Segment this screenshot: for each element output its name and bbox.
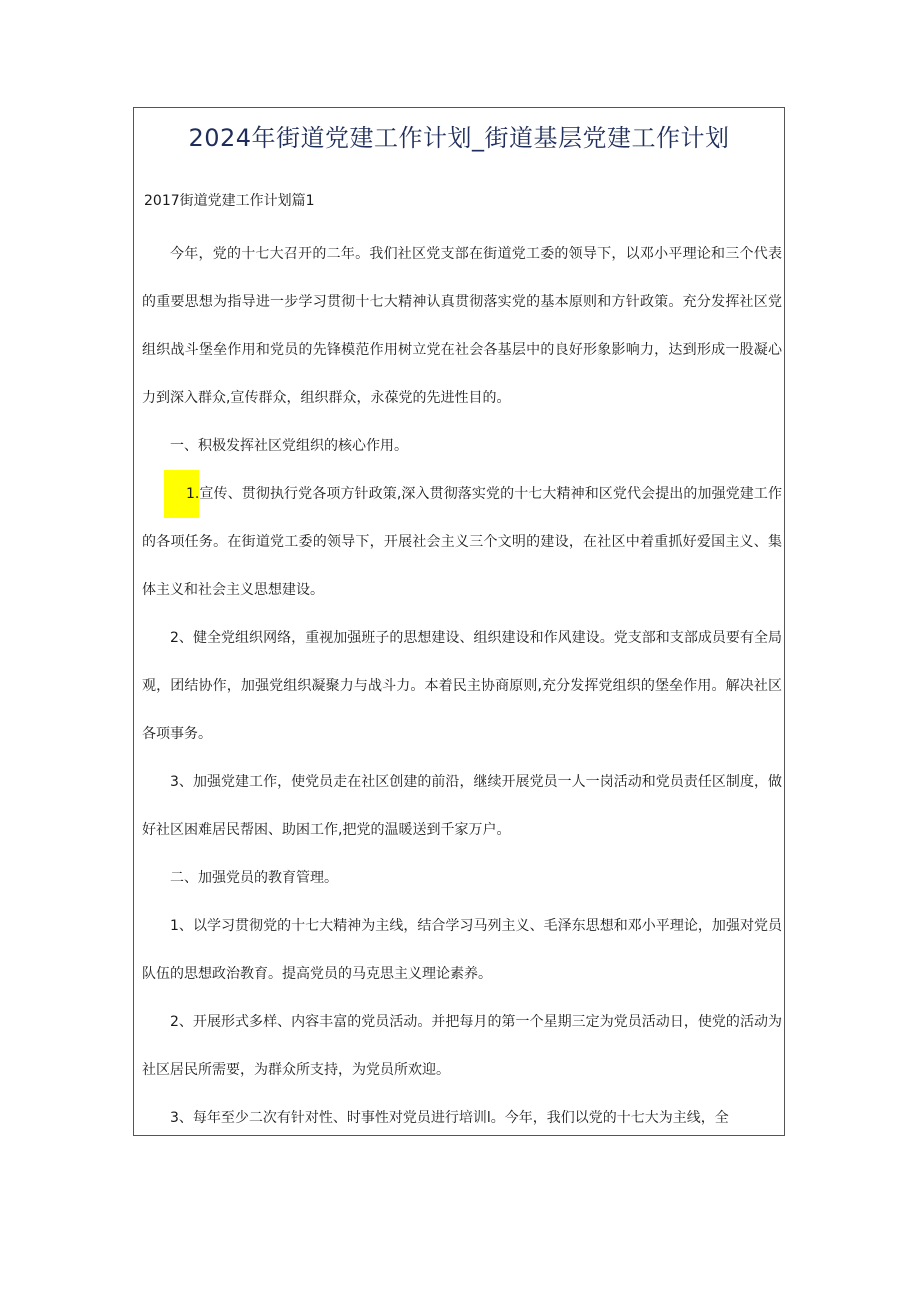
paragraph-item-1-3: 3、加强党建工作，使党员走在社区创建的前沿，继续开展党员一人一岗活动和党员责任区制度，做好社区困难居民帮困、助困工作,把党的温暖送到千家万户。 (142, 774, 782, 838)
paragraph-item-2-3: 3、每年至少二次有针对性、时事性对党员进行培训l。今年，我们以党的十七大为主线，全 (170, 1110, 729, 1126)
highlight-marker: 1. (164, 470, 199, 518)
paragraph-item-2-1: 1、以学习贯彻党的十七大精神为主线，结合学习马列主义、毛泽东思想和邓小平理论，加强对党员队伍的思想政治教育。提高党员的马克思主义理论素养。 (142, 918, 782, 982)
document-title: 2024年街道党建工作计划_街道基层党建工作计划 (188, 124, 730, 152)
heading-section-1: 一、积极发挥社区党组织的核心作用。 (170, 438, 408, 454)
paragraph-text: 宣传、贯彻执行党各项方针政策,深入贯彻落实党的十七大精神和区党代会提出的加强党建工作的各项任务。在街道党工委的领导下，开展社会主义三个文明的建设，在社区中着重抓好爱国主义、集体主义和社会主义思想建设。 (142, 486, 782, 598)
paragraph-intro: 今年，党的十七大召开的二年。我们社区党支部在街道党工委的领导下，以邓小平理论和三个代表的重要思想为指导进一步学习贯彻十七大精神认真贯彻落实党的基本原则和方针政策。充分发挥社区党组织战斗堡垒作用和党员的先锋模范作用树立党在社会各基层中的良好形象影响力，达到形成一股凝心力到深入群众,宣传群众，组织群众，永葆党的先进性目的。 (142, 246, 782, 406)
document-frame (133, 107, 785, 1136)
paragraph-item-2-2: 2、开展形式多样、内容丰富的党员活动。并把每月的第一个星期三定为党员活动日，使党的活动为社区居民所需要，为群众所支持，为党员所欢迎。 (142, 1014, 782, 1078)
paragraph-item-1-1 (142, 470, 782, 614)
heading-section-2: 二、加强党员的教育管理。 (170, 870, 338, 886)
document-subtitle: 2017街道党建工作计划篇1 (144, 193, 315, 209)
paragraph-item-1-2: 2、健全党组织网络，重视加强班子的思想建设、组织建设和作风建设。党支部和支部成员要有全局观，团结协作，加强党组织凝聚力与战斗力。本着民主协商原则,充分发挥党组织的堡垒作用。解决社区各项事务。 (142, 630, 782, 742)
